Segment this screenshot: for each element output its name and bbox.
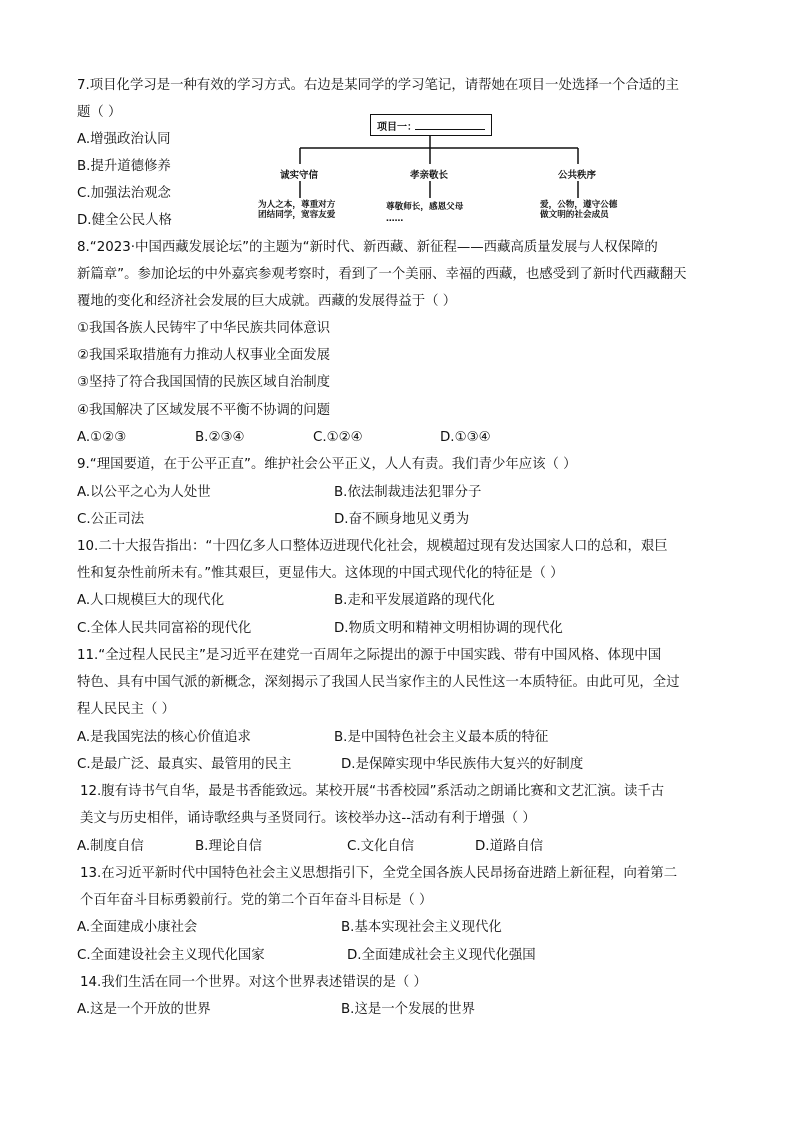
project-label: 项目一： [377,122,417,133]
q8-statement-4: ④我国解决了区域发展不平衡不协调的问题 [77,403,331,418]
q8-stem-line1: 8.“2023·中国西藏发展论坛”的主题为“新时代、新西藏、新征程——西藏高质量发展与人权保障的 [77,240,658,255]
q7-option-d: D.健全公民人格 [77,213,172,228]
q7-stem-line1: 7.项目化学习是一种有效的学习方式。右边是某同学的学习笔记，请帮她在项目一处选择一个合适的主 [77,78,679,93]
q13-option-b: B.基本实现社会主义现代化 [341,920,502,935]
q14-stem-line1: 14.我们生活在同一个世界。对这个世界表述错误的是（ ） [80,975,427,990]
q8-stem-line3: 覆地的变化和经济社会发展的巨大成就。西藏的发展得益于（ ） [77,294,457,309]
q10-option-d: D.物质文明和精神文明相协调的现代化 [334,621,563,636]
q10-option-a: A.人口规模巨大的现代化 [77,593,225,608]
q7-study-notes-diagram [256,108,646,230]
branch-3-leaf-2: 做文明的社会成员 [540,210,609,220]
q11-option-d: D.是保障实现中华民族伟大复兴的好制度 [341,757,584,772]
branch-2-leaf-1: 尊敬师长，感恩父母 [386,202,464,212]
q9-option-b: B.依法制裁违法犯罪分子 [334,485,482,500]
q7-option-a: A.增强政治认同 [77,132,171,147]
q10-option-c: C.全体人民共同富裕的现代化 [77,621,252,636]
q12-option-d: D.道路自信 [475,839,544,854]
q13-stem-line1: 13.在习近平新时代中国特色社会主义思想指引下，全党全国各族人民昂扬奋进踏上新征程，向着第二 [80,866,678,881]
q9-option-c: C.公正司法 [77,512,145,527]
q12-option-c: C.文化自信 [347,839,415,854]
branch-title-2: 孝亲敬长 [410,170,449,181]
q8-statement-2: ②我国采取措施有力推动人权事业全面发展 [77,348,331,363]
q8-stem-line2: 新篇章”。参加论坛的中外嘉宾参观考察时，看到了一个美丽、幸福的西藏，也感受到了新时代西藏翻天 [77,267,687,282]
q7-option-c: C.加强法治观念 [77,186,171,201]
q8-option-d: D.①③④ [440,430,491,445]
q12-stem-line1: 12.腹有诗书气自华，最是书香能致远。某校开展“书香校园”系活动之朗诵比赛和文艺汇演。读千古 [80,784,665,799]
q7-option-b: B.提升道德修养 [77,159,171,174]
q8-option-a: A.①②③ [77,430,127,445]
q11-option-a: A.是我国宪法的核心价值追求 [77,730,251,745]
q14-option-a: A.这是一个开放的世界 [77,1002,211,1017]
branch-1-leaf-2: 团结同学，宽容友爱 [258,210,336,220]
q13-option-d: D.全面建成社会主义现代化强国 [347,948,536,963]
q10-stem-line1: 10.二十大报告指出：“十四亿多人口整体迈进现代化社会，规模超过现有发达国家人口的总和，艰巨 [77,539,668,554]
q11-option-c: C.是最广泛、最真实、最管用的民主 [77,757,292,772]
project-blank-line [415,129,485,130]
q14-option-b: B.这是一个发展的世界 [341,1002,475,1017]
branch-title-1: 诚实守信 [280,170,319,181]
q13-option-a: A.全面建成小康社会 [77,920,198,935]
q10-stem-line2: 性和复杂性前所未有。”惟其艰巨，更显伟大。这体现的中国式现代化的特征是（ ） [77,566,564,581]
q13-option-c: C.全面建设社会主义现代化国家 [77,948,265,963]
q8-option-c: C.①②④ [313,430,363,445]
q12-option-a: A.制度自信 [77,839,144,854]
q7-stem-line2: 题（ ） [77,105,122,120]
branch-1-leaf-1: 为人之本，尊重对方 [258,200,336,210]
q11-stem-line1: 11.“全过程人民民主”是习近平在建党一百周年之际提出的源于中国实践、带有中国风格、体现中国 [77,648,662,663]
q11-option-b: B.是中国特色社会主义最本质的特征 [334,730,549,745]
q9-stem-line1: 9.“理国要道，在于公平正直”。维护社会公平正义，人人有责。我们青少年应该（ ） [77,457,577,472]
q8-statement-1: ①我国各族人民铸牢了中华民族共同体意识 [77,321,331,336]
q12-stem-line2: 美文与历史相伴，诵诗歌经典与圣贤同行。该校举办这--活动有利于增强（ ） [80,811,536,826]
branch-title-3: 公共秩序 [558,170,597,181]
q12-option-b: B.理论自信 [195,839,263,854]
q11-stem-line2: 特色、具有中国气派的新概念，深刻揭示了我国人民当家作主的人民性这一本质特征。由此可见，全过 [77,675,680,690]
branch-2-leaf-2: …… [386,214,404,224]
q13-stem-line2: 个百年奋斗目标勇毅前行。党的第二个百年奋斗目标是（ ） [80,893,433,908]
q11-stem-line3: 程人民民主（ ） [77,702,175,717]
q10-option-b: B.走和平发展道路的现代化 [334,593,495,608]
q9-option-d: D.奋不顾身地见义勇为 [334,512,470,527]
q8-statement-3: ③坚持了符合我国国情的民族区域自治制度 [77,375,331,390]
project-title-box [370,114,492,136]
q8-option-b: B.②③④ [195,430,245,445]
q9-option-a: A.以公平之心为人处世 [77,485,211,500]
branch-3-leaf-1: 爱，公物，遵守公德 [540,200,618,210]
